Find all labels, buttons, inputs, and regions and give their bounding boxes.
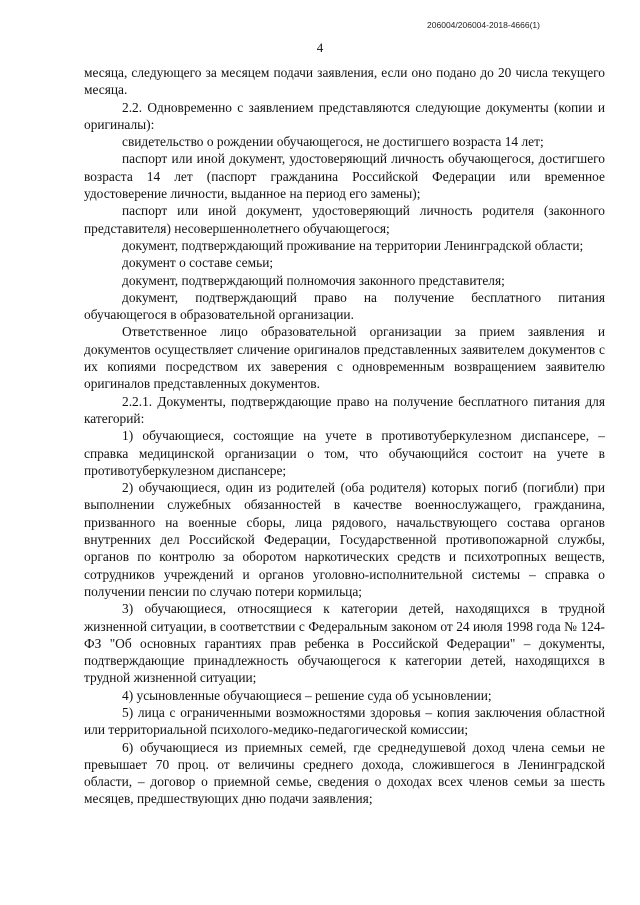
paragraph: 6) обучающиеся из приемных семей, где среднедушевой доход члена семьи не превышает 70 проц. от величины среднего дохода, сложившегося в Ленинградской области, – договор о приемной семье, сведения о доходах всех членов семьи за шесть месяцев, предшествующих дню подачи заявления; <box>84 739 605 807</box>
page-number: 4 <box>316 40 324 55</box>
paragraph: 1) обучающиеся, состоящие на учете в противотуберкулезном диспансере, – справка медицинской организации о том, что обучающийся состоит на учете в противотуберкулезном диспансере; <box>84 428 605 478</box>
document-id: 206004/206004-2018-4666(1) <box>427 20 540 30</box>
paragraph: 3) обучающиеся, относящиеся к категории детей, находящихся в трудной жизненной ситуации, в соответствии с Федеральным законом от 24 июля 1998 года № 124-ФЗ "Об основных гарантиях прав ребенка в Российской Федерации" – документы, подтверждающие принадлежность обучающегося к категории детей, находящихся в трудной жизненной ситуации; <box>84 601 605 686</box>
paragraph: 2.2.1. Документы, подтверждающие право на получение бесплатного питания для категорий: <box>84 393 605 426</box>
paragraph: 5) лица с ограниченными возможностями здоровья – копия заключения областной или территориальной психолого-медико-педагогической комиссии; <box>84 704 605 738</box>
paragraph: паспорт или иной документ, удостоверяющий личность родителя (законного представителя) несовершеннолетнего обучающегося; <box>84 203 605 236</box>
document-body <box>84 64 605 808</box>
paragraph: паспорт или иной документ, удостоверяющий личность обучающегося, достигшего возраста 14 лет (паспорт гражданина Российской Федерации или временное удостоверение личности, выданное на период его замены); <box>84 151 605 202</box>
paragraph: документ, подтверждающий проживание на территории Ленинградской области; <box>122 237 584 253</box>
paragraph: 2) обучающиеся, один из родителей (оба родителя) которых погиб (погибли) при выполнении служебных обязанностей в качестве военнослужащего, гражданина, призванного на военные сборы, лица рядового, начальствующего состава органов внутренних дел Российской Федерации, Государственной противопожарной службы, органов по контролю за оборотом наркотических средств и психотропных веществ, сотрудников учреждений и органов уголовно-исполнительной системы – справка о получении пенсии по случаю потери кормильца; <box>84 480 605 599</box>
paragraph: документ, подтверждающий полномочия законного представителя; <box>122 272 505 288</box>
paragraph: свидетельство о рождении обучающегося, не достигшего возраста 14 лет; <box>122 134 544 150</box>
paragraph: документ о составе семьи; <box>122 255 274 271</box>
paragraph: документ, подтверждающий право на получение бесплатного питания обучающегося в образовательной организации. <box>84 289 605 323</box>
paragraph: месяца, следующего за месяцем подачи заявления, если оно подано до 20 числа текущего месяца. <box>84 65 605 98</box>
paragraph: 4) усыновленные обучающиеся – решение суда об усыновлении; <box>122 687 492 703</box>
paragraph: 2.2. Одновременно с заявлением представляются следующие документы (копии и оригиналы): <box>84 99 605 132</box>
paragraph: Ответственное лицо образовательной организации за прием заявления и документов осуществляет сличение оригиналов представленных заявителем документов с их копиями посредством их заверения с одновременным возвращением заявителю оригиналов представленных документов. <box>84 324 605 392</box>
